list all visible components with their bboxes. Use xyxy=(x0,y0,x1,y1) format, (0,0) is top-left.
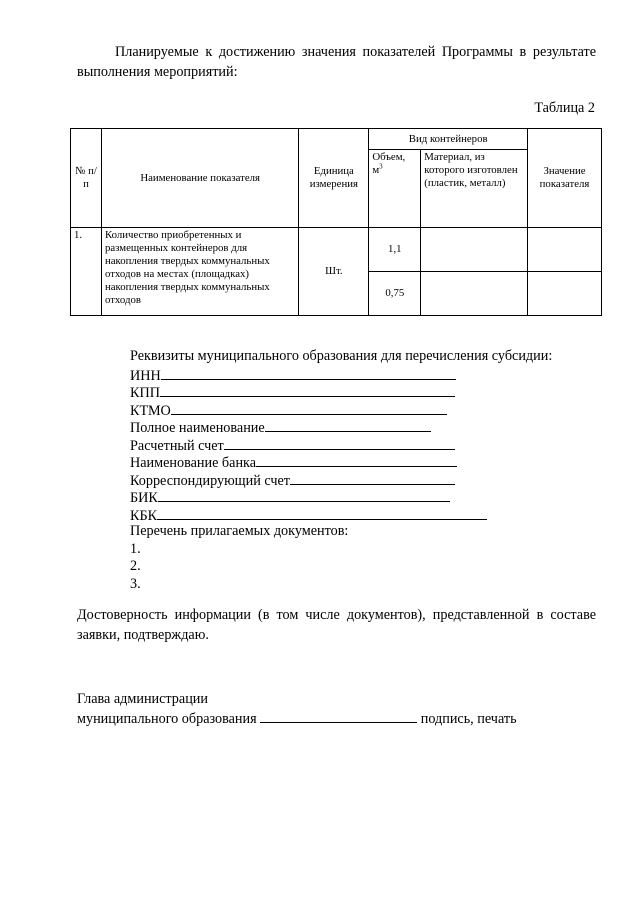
docs-title: Перечень прилагаемых документов: xyxy=(130,523,349,539)
indicators-table xyxy=(70,128,602,316)
row-material-2 xyxy=(421,272,528,316)
kpp-row xyxy=(130,383,600,401)
account-label: Расчетный счет xyxy=(130,437,224,454)
header-volume-text: Объем, м xyxy=(372,151,406,176)
row-volume-1: 1,1 xyxy=(369,228,421,272)
kpp-line xyxy=(160,383,455,397)
signature-line2: муниципального образования xyxy=(77,710,257,727)
doc-item-3: 3. xyxy=(130,575,141,592)
signature-label: подпись, печать xyxy=(420,710,517,727)
row-value-2 xyxy=(528,272,602,316)
header-unit: Единица измерения xyxy=(299,129,369,228)
full-name-label: Полное наименование xyxy=(130,420,265,436)
kbk-line xyxy=(157,506,487,520)
bik-label: БИК xyxy=(130,490,158,506)
inn-line xyxy=(161,366,456,380)
row-value-1 xyxy=(528,228,602,272)
kpp-label: КПП xyxy=(130,385,160,401)
header-volume-sup: 3 xyxy=(379,162,383,171)
oktmo-row xyxy=(130,401,600,419)
corr-account-row xyxy=(130,471,600,489)
header-material: Материал, из которого изготовлен (пластик, металл) xyxy=(421,150,528,228)
oktmo-label: КТМО xyxy=(130,402,171,419)
header-value: Значение показателя xyxy=(528,129,602,228)
account-row xyxy=(130,436,600,454)
row-unit: Шт. xyxy=(299,228,369,316)
inn-label: ИНН xyxy=(130,367,161,384)
table-caption: Таблица 2 xyxy=(534,100,595,116)
signature-line xyxy=(260,709,417,723)
inn-row xyxy=(130,366,600,384)
bank-label: Наименование банка xyxy=(130,455,257,471)
row-number: 1. xyxy=(71,228,102,316)
row-indicator-name: Количество приобретенных и размещенных контейнеров для накопления твердых коммунальных отходов на местах (площадках) накопления твердых коммунальных отходов xyxy=(101,228,298,316)
header-volume xyxy=(369,150,421,228)
signature-block xyxy=(77,691,597,728)
corr-account-label: Корреспондирующий счет xyxy=(130,472,290,489)
header-indicator-name: Наименование показателя xyxy=(101,129,298,228)
bik-row xyxy=(130,488,600,506)
bank-row xyxy=(130,453,600,471)
doc-item-2: 2. xyxy=(130,558,141,574)
kbk-label: КБК xyxy=(130,507,158,524)
oktmo-line xyxy=(171,401,447,415)
bik-line xyxy=(158,488,450,502)
signature-line1: Глава администрации xyxy=(77,691,208,707)
full-name-line xyxy=(265,418,431,432)
requisites-title: Реквизиты муниципального образования для перечисления субсидии: xyxy=(130,348,553,364)
header-number: № п/п xyxy=(71,129,102,228)
confirmation-paragraph: Достоверность информации (в том числе документов), представленной в составе заявки, подтверждаю. xyxy=(77,607,596,643)
header-container-type: Вид контейнеров xyxy=(369,129,528,150)
account-line xyxy=(224,436,455,450)
row-material-1 xyxy=(421,228,528,272)
corr-account-line xyxy=(290,471,455,485)
full-name-row xyxy=(130,418,600,436)
kbk-row xyxy=(130,506,600,524)
row-volume-2: 0,75 xyxy=(369,272,421,316)
intro-paragraph: Планируемые к достижению значения показателей Программы в результате выполнения мероприятий: xyxy=(77,44,596,80)
bank-line xyxy=(256,453,457,467)
doc-item-1: 1. xyxy=(130,540,141,557)
requisites-block xyxy=(130,348,600,593)
signature-line2-row xyxy=(77,709,597,729)
